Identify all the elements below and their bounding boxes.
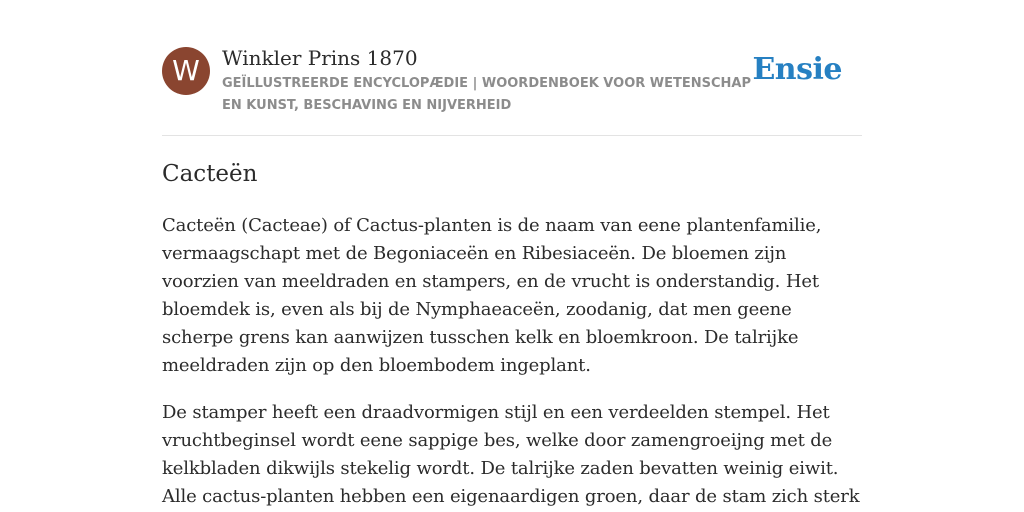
source-avatar[interactable]: W — [162, 47, 210, 95]
article-body — [162, 212, 864, 512]
article-paragraph-1: Cacteën (Cacteae) of Cactus-planten is de naam van eene plantenfamilie, vermaagschapt met de Begoniaceën en Ribesiaceën. De bloemen zijn voorzien van meeldraden en stampers, en de vrucht is onderstandig. Het bloemdek is, even als bij de Nymphaeaceën, zoodanig, dat men geene scherpe grens kan aanwijzen tusschen kelk en bloemkroon. De talrijke meeldraden zijn op den bloembodem ingeplant. — [162, 215, 822, 376]
header-divider — [162, 135, 862, 136]
source-header — [162, 46, 862, 116]
source-name[interactable]: Winkler Prins 1870 — [222, 46, 418, 70]
article-title: Cacteën — [162, 161, 258, 187]
article-paragraph-2: De stamper heeft een draadvormigen stijl en een verdeelden stempel. Het vruchtbeginsel wordt eene sappige bes, welke door zamengroeijng met de kelkbladen dikwijls stekelig wordt. De talrijke zaden bevatten weinig eiwit. Alle cactus-planten hebben een eigenaardigen groen, daar de stam zich sterk — [162, 402, 860, 507]
ensie-logo-link[interactable]: Ensie — [752, 52, 842, 87]
source-subtitle: GEÏLLUSTREERDE ENCYCLOPÆDIE | WOORDENBOEK VOOR WETENSCHAP EN KUNST, BESCHAVING EN NIJVERHEID — [222, 76, 751, 113]
